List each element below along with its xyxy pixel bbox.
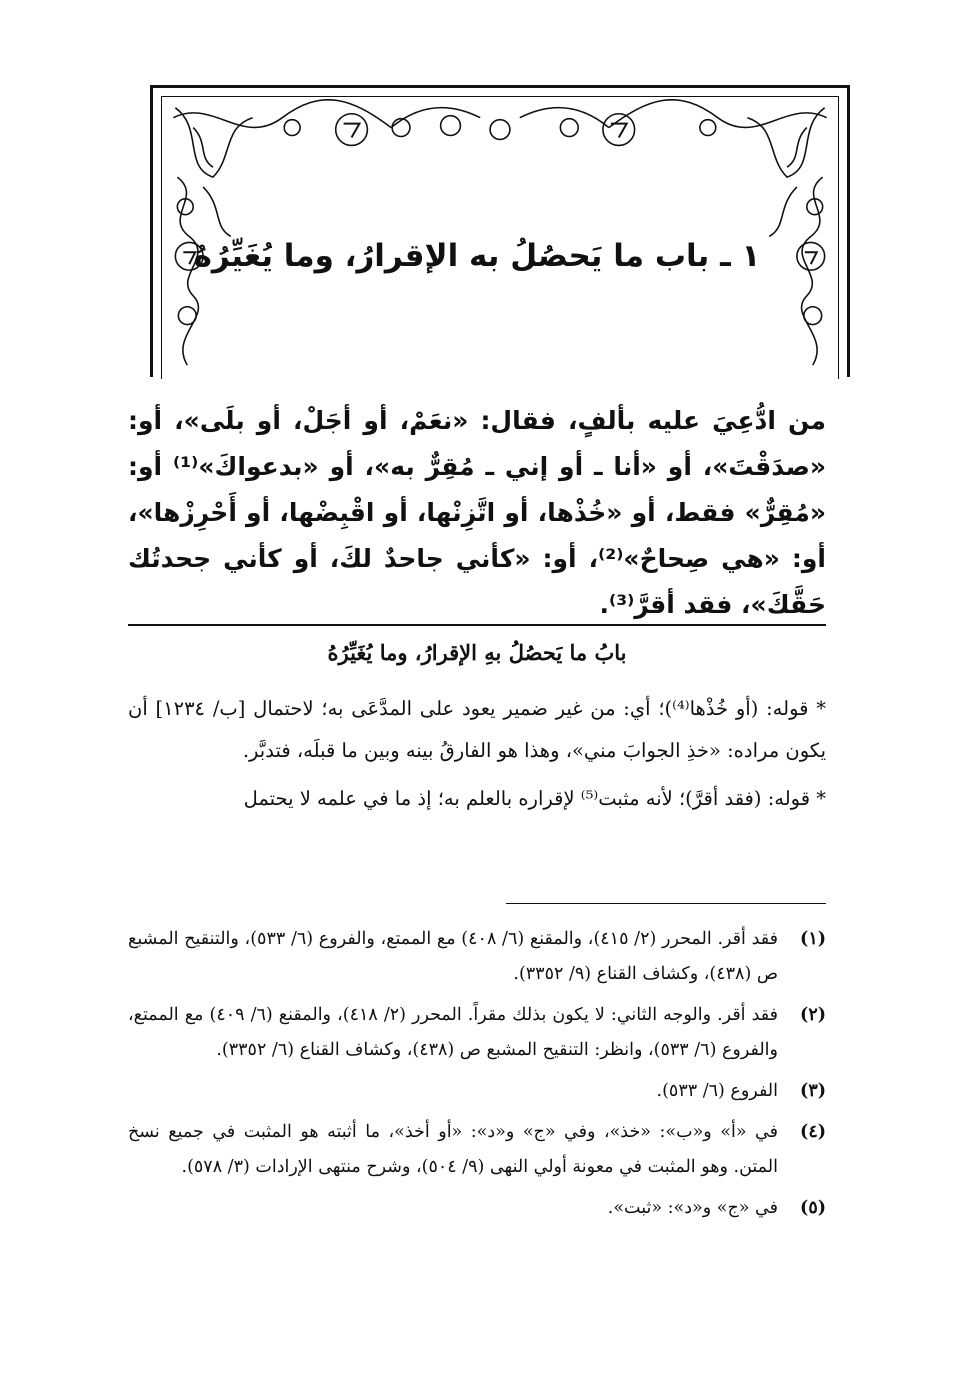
sharh-paragraph: * قوله: (فقد أقرَّ)؛ لأنه مثبت⁽⁵⁾ لإقراره بالعلم به؛ إذ ما في علمه لا يحتمل bbox=[243, 787, 826, 810]
footnote-text: في «أ» و«ب»: «خذ»، وفي «ج» و«د»: «أو أخذ»، ما أثبته هو المثبت في جميع نسخ المتن. وهو المثبت في معونة أولي النهى (٩/ ٥٠٤)، وشرح منتهى الإرادات (٣/ ٥٧٨). bbox=[128, 1122, 778, 1177]
footnote-text: فقد أقر. والوجه الثاني: لا يكون بذلك مقراً. المحرر (٢/ ٤١٨)، والمقنع (٦/ ٤٠٩) مع الممتع، والفروع (٦/ ٥٣٣)، وانظر: التنقيح المشبع ص (٤٣٨)، وكشاف القناع (٦/ ٣٣٥٢). bbox=[128, 1005, 779, 1060]
footnote-item bbox=[128, 1191, 826, 1226]
sharh-paragraph: * قوله: (أو خُذْها⁽⁴⁾)؛ أي: من غير ضمير يعود على المدَّعَى به؛ لاحتمال [ب/ ١٢٣٤] أن يكون مراده: «خذِ الجوابَ مني»، وهذا هو الفارقُ بينه وبين ما قبلَه، فتدبَّر. bbox=[128, 697, 827, 762]
matn-text-block bbox=[128, 398, 826, 628]
footnote-number: (١) bbox=[800, 929, 826, 949]
sharh-title: بابُ ما يَحصُلُ بهِ الإقرارُ، وما يُغَيِّرُهُ bbox=[327, 640, 627, 665]
footnote-number: (٢) bbox=[800, 1005, 826, 1025]
chapter-ornamental-frame bbox=[150, 85, 850, 377]
footnote-item bbox=[128, 998, 826, 1068]
footnote-text: فقد أقر. المحرر (٢/ ٤١٥)، والمقنع (٦/ ٤٠٨) مع الممتع، والفروع (٦/ ٥٣٣)، والتنقيح المشبع ص (٤٣٨)، وكشاف القناع (٩/ ٣٣٥٢). bbox=[128, 929, 778, 984]
footnote-text: في «ج» و«د»: «ثبت». bbox=[607, 1198, 778, 1218]
footnote-item bbox=[128, 922, 826, 992]
footnote-number: (٥) bbox=[800, 1198, 826, 1218]
sharh-commentary bbox=[128, 688, 826, 826]
arabesque-ornament bbox=[153, 88, 847, 377]
matn-separator-rule bbox=[128, 624, 826, 626]
footnote-item bbox=[128, 1074, 826, 1109]
footnotes bbox=[128, 922, 826, 1232]
footnote-item bbox=[128, 1115, 826, 1185]
footnote-number: (٤) bbox=[800, 1122, 826, 1142]
footnote-text: الفروع (٦/ ٥٣٣). bbox=[656, 1081, 778, 1101]
footnote-separator-rule bbox=[506, 903, 826, 904]
footnote-number: (٣) bbox=[800, 1081, 826, 1101]
matn-paragraph: من ادُّعِيَ عليه بألفٍ، فقال: «نعَمْ، أو أجَلْ، أو بلَى»، أو: «صدَقْتَ»، أو «أنا ـ أو إني ـ مُقِرٌّ به»، أو «بدعواكَ»⁽¹⁾ أو: «مُقِرٌّ» فقط، أو «خُذْها، أو اتَّزِنْها، أو اقْبِضْها، أو أَحْرِزْها»، أو: «هي صِحاحٌ»⁽²⁾، أو: «كأني جاحدٌ لكَ، أو كأني جحدتُك حَقَّكَ»، فقد أقرَّ⁽³⁾. bbox=[128, 406, 826, 619]
chapter-title: ١ ـ باب ما يَحصُلُ به الإقرارُ، وما يُغَيِّرُهُ bbox=[193, 238, 761, 274]
